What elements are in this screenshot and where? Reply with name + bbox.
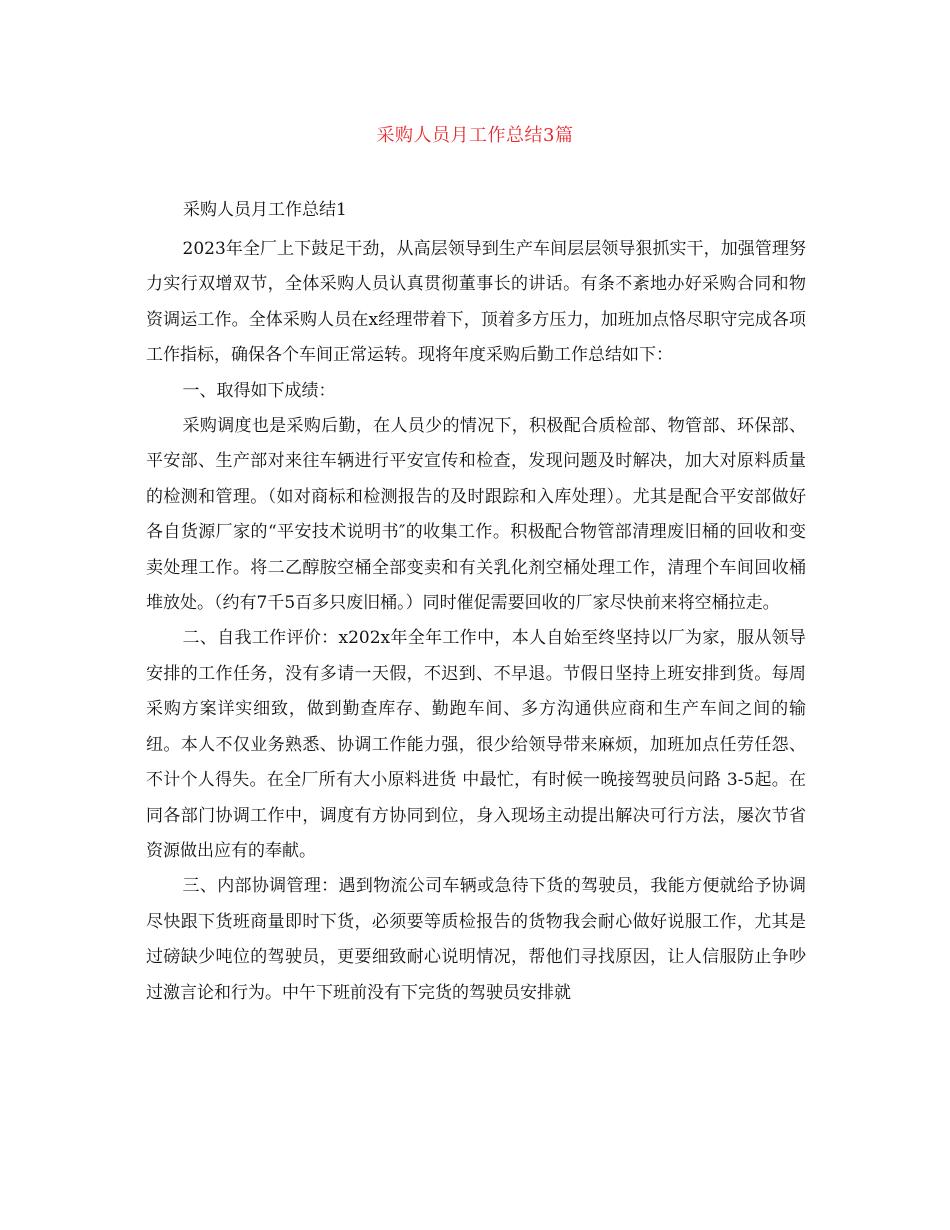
paragraph-self-evaluation: 二、自我工作评价：x202x年全年工作中，本人自始至终坚持以厂为家，服从领导安排的工作任务，没有多请一天假，不迟到、不早退。节假日坚持上班安排到货。每周采购方案详实细致，做到勤查库存、勤跑车间、多方沟通供应商和生产车间之间的输纽。本人不仅业务熟悉、协调工作能力强，很少给领导带来麻烦，加班加点任劳任怨、不计个人得失。在全厂所有大小原料进货 中最忙，有时候一晚接驾驶员问路 3-5起。在同各部门协调工作中，调度有方协同到位，身入现场主动提出解决可行方法，屡次节省资源做出应有的奉献。 bbox=[146, 628, 806, 861]
body-text bbox=[146, 232, 806, 1011]
document-title: 采购人员月工作总结3篇 bbox=[376, 125, 574, 146]
paragraph-internal-coordination: 三、内部协调管理：遇到物流公司车辆或急待下货的驾驶员，我能方便就给予协调尽快跟下货班商量即时下货，必须要等质检报告的货物我会耐心做好说服工作，尤其是过磅缺少吨位的驾驶员，更要细致耐心说明情况，帮他们寻找原因，让人信服防止争吵过激言论和行为。中午下班前没有下完货的驾驶员安排就 bbox=[146, 876, 806, 1003]
section-subtitle: 采购人员月工作总结1 bbox=[183, 200, 347, 220]
paragraph-heading-achievements: 一、取得如下成绩： bbox=[182, 380, 336, 401]
paragraph-intro: 2023年全厂上下鼓足干劲，从高层领导到生产车间层层领导狠抓实干，加强管理努力实行双增双节，全体采购人员认真贯彻董事长的讲话。有条不紊地办好采购合同和物资调运工作。全体采购人员在x经理带着下，顶着多方压力，加班加点恪尽职守完成各项工作指标，确保各个车间正常运转。现将年度采购后勤工作总结如下： bbox=[146, 239, 806, 366]
paragraph-achievements: 采购调度也是采购后勤，在人员少的情况下，积极配合质检部、物管部、环保部、平安部、生产部对来往车辆进行平安宣传和检查，发现问题及时解决，加大对原料质量的检测和管理。（如对商标和检测报告的及时跟踪和入库处理）。尤其是配合平安部做好各自货源厂家的“平安技术说明书″的收集工作。积极配合物管部清理废旧桶的回收和变卖处理工作。将二乙醇胺空桶全部变卖和有关乳化剂空桶处理工作，清理个车间回收桶堆放处。（约有7千5百多只废旧桶。）同时催促需要回收的厂家尽快前来将空桶拉走。 bbox=[146, 416, 806, 614]
